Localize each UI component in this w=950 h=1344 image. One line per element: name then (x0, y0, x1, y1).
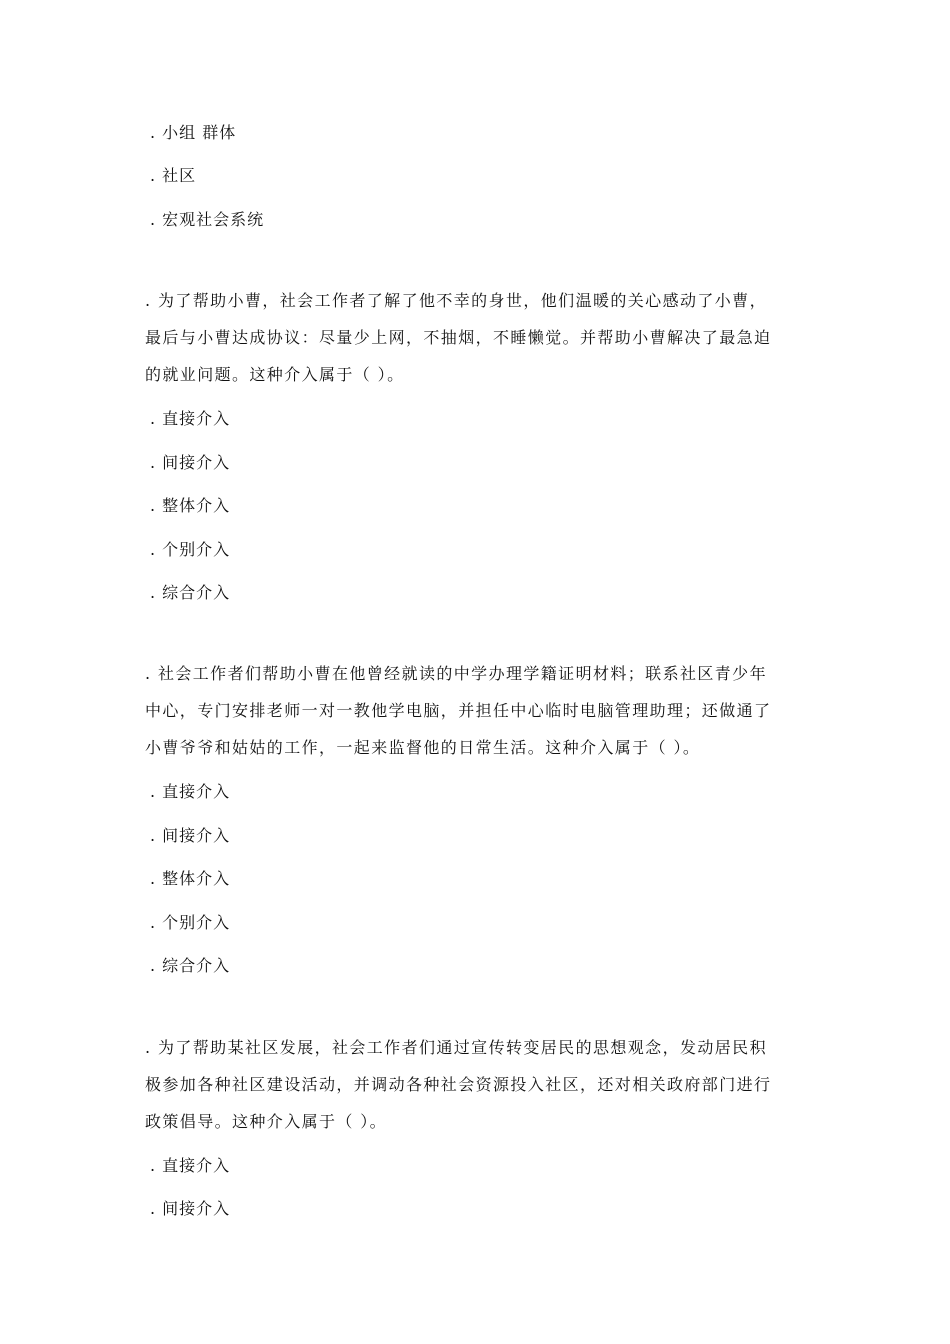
q1-option-c: . 整体介入 (150, 496, 231, 515)
question-2-line-1: . 社会工作者们帮助小曹在他曾经就读的中学办理学籍证明材料；联系社区青少年 (145, 664, 767, 683)
question-3-line-2: 极参加各种社区建设活动，并调动各种社会资源投入社区，还对相关政府部门进行 (145, 1075, 772, 1094)
q2-option-e: . 综合介入 (150, 956, 231, 975)
option-small-group: . 小组 群体 (150, 123, 237, 142)
q3-option-a: . 直接介入 (150, 1156, 231, 1175)
question-3 (145, 1029, 810, 1140)
question-1-line-1: . 为了帮助小曹，社会工作者了解了他不幸的身世，他们温暖的关心感动了小曹， (145, 291, 767, 310)
question-2 (145, 655, 810, 766)
q2-option-b: . 间接介入 (150, 826, 231, 845)
question-1 (145, 282, 810, 393)
q1-option-d: . 个别介入 (150, 540, 231, 559)
q3-option-b: . 间接介入 (150, 1199, 231, 1218)
q1-option-a: . 直接介入 (150, 409, 231, 428)
question-3-line-1: . 为了帮助某社区发展，社会工作者们通过宣传转变居民的思想观念，发动居民积 (145, 1038, 767, 1057)
q2-option-c: . 整体介入 (150, 869, 231, 888)
question-2-line-3: 小曹爷爷和姑姑的工作，一起来监督他的日常生活。这种介入属于（ ）。 (145, 738, 701, 757)
question-2-line-2: 中心，专门安排老师一对一教他学电脑，并担任中心临时电脑管理助理；还做通了 (145, 701, 772, 720)
question-1-line-2: 最后与小曹达成协议：尽量少上网，不抽烟，不睡懒觉。并帮助小曹解决了最急迫 (145, 328, 772, 347)
option-macro-social-system: . 宏观社会系统 (150, 210, 265, 229)
question-1-line-3: 的就业问题。这种介入属于（ ）。 (145, 365, 405, 384)
q1-option-b: . 间接介入 (150, 453, 231, 472)
option-community: . 社区 (150, 166, 197, 185)
question-3-line-3: 政策倡导。这种介入属于（ ）。 (145, 1112, 388, 1131)
q1-option-e: . 综合介入 (150, 583, 231, 602)
q2-option-d: . 个别介入 (150, 913, 231, 932)
q2-option-a: . 直接介入 (150, 782, 231, 801)
